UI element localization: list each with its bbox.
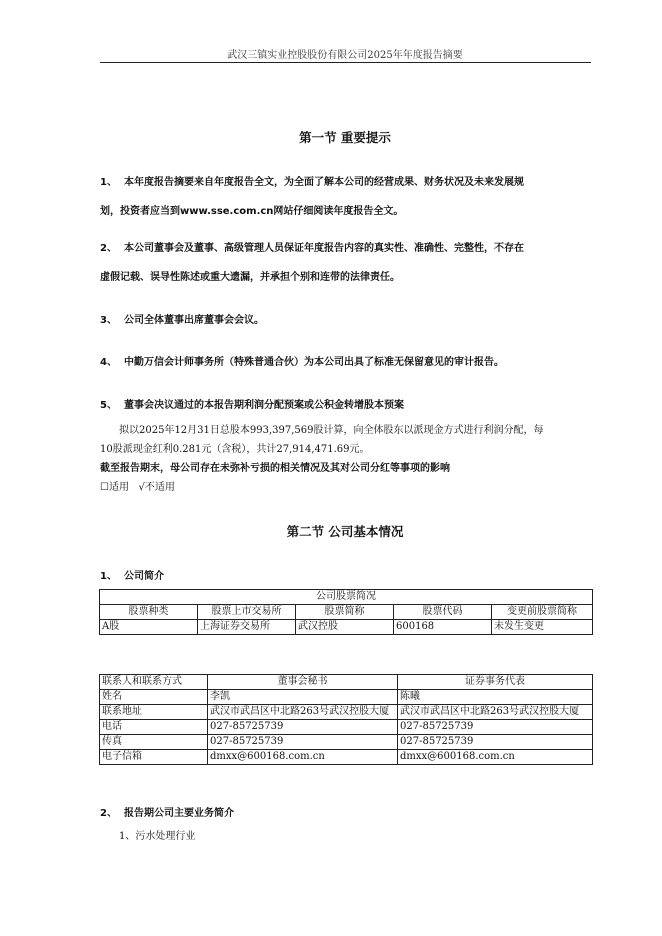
item-number: 3、: [100, 315, 117, 326]
table-cell: 027-85725739: [208, 720, 398, 735]
dividend-plan: [100, 421, 592, 497]
stock-info-table: [99, 589, 593, 635]
notice-item-1: [100, 168, 592, 226]
table-header: 股票简称: [296, 605, 394, 620]
item-text-line1: 本年度报告摘要来自年度报告全文，为全面了解本公司的经营成果、财务状况及未来发展规: [124, 177, 524, 188]
item-text-line2: 划，投资者应当到www.sse.com.cn网站仔细阅读年度报告全文。: [100, 206, 404, 217]
item-number: 4、: [100, 357, 117, 368]
table-row: [100, 705, 593, 720]
heading-label: 公司简介: [124, 571, 164, 582]
table-cell: 电子信箱: [100, 750, 208, 765]
table-header-row: [100, 675, 593, 690]
table-cell: 武汉市武昌区中北路263号武汉控股大厦: [398, 705, 593, 720]
notice-item-5: [100, 391, 592, 420]
table-cell: 027-85725739: [398, 720, 593, 735]
table-cell: dmxx@600168.com.cn: [208, 750, 398, 765]
table-cell: 600168: [394, 620, 492, 635]
item-text-line1: 董事会决议通过的本报告期利润分配预案或公积金转增股本预案: [124, 400, 404, 411]
item-number: 1、: [100, 571, 117, 582]
table-header: 股票种类: [100, 605, 198, 620]
header-divider: [100, 62, 591, 63]
table-caption: 公司股票简况: [100, 590, 593, 605]
table-row: [100, 735, 593, 750]
table-cell: 未发生变更: [492, 620, 593, 635]
table-cell: 武汉市武昌区中北路263号武汉控股大厦: [208, 705, 398, 720]
table-header: 股票代码: [394, 605, 492, 620]
check-mark-icon: √: [138, 482, 145, 493]
table-cell: 李凯: [208, 690, 398, 705]
table-header: 股票上市交易所: [198, 605, 296, 620]
item-text-line1: 公司全体董事出席董事会会议。: [124, 315, 264, 326]
notice-item-2: [100, 234, 592, 292]
table-row: [100, 690, 593, 705]
table-cell: 武汉控股: [296, 620, 394, 635]
contact-info-table: [99, 674, 593, 765]
dividend-line1: 拟以2025年12月31日总股本993,397,569股计算，向全体股东以派现金方式进行利润分配，每: [119, 425, 544, 436]
item-number: 5、: [100, 400, 117, 411]
table-cell: 联系地址: [100, 705, 208, 720]
item-text-line2: 虚假记载、误导性陈述或重大遗漏，并承担个别和连带的法律责任。: [100, 272, 400, 283]
table-cell: 传真: [100, 735, 208, 750]
heading-label: 报告期公司主要业务简介: [124, 808, 234, 819]
table-row: [100, 720, 593, 735]
table-header: 联系人和联系方式: [100, 675, 208, 690]
item-text-line1: 中勤万信会计师事务所（特殊普通合伙）为本公司出具了标准无保留意见的审计报告。: [124, 357, 504, 368]
notice-item-4: [100, 348, 592, 377]
checkbox-unchecked-icon: ☐: [100, 482, 109, 493]
table-header: 变更前股票简称: [492, 605, 593, 620]
table-row: [100, 620, 593, 635]
table-cell: 陈曦: [398, 690, 593, 705]
table-caption-row: [100, 590, 593, 605]
option-not-applicable-label: 不适用: [144, 482, 175, 493]
section2-title: 第二节 公司基本情况: [286, 524, 404, 539]
table-header-row: [100, 605, 593, 620]
table-cell: 电话: [100, 720, 208, 735]
page-header: 武汉三镇实业控股股份有限公司2025年年度报告摘要: [227, 50, 463, 61]
subitem-text: 1、污水处理行业: [119, 831, 196, 842]
table-cell: A股: [100, 620, 198, 635]
dividend-line2: 10股派现金红利0.281元（含税），共计27,914,471.69元。: [100, 444, 370, 455]
section1-title: 第一节 重要提示: [299, 130, 391, 145]
business-subitem: [100, 827, 592, 846]
applicability-options: [100, 478, 592, 497]
notice-item-3: [100, 306, 592, 335]
table-cell: 姓名: [100, 690, 208, 705]
table-cell: 027-85725739: [208, 735, 398, 750]
item-number: 2、: [100, 243, 117, 254]
business-overview-heading: [100, 799, 592, 828]
table-row: [100, 750, 593, 765]
table-header: 证券事务代表: [398, 675, 593, 690]
company-profile-heading: [100, 562, 592, 591]
item-number: 2、: [100, 808, 117, 819]
table-header: 董事会秘书: [208, 675, 398, 690]
table-cell: 027-85725739: [398, 735, 593, 750]
table-cell: 上海证券交易所: [198, 620, 296, 635]
table-cell: dmxx@600168.com.cn: [398, 750, 593, 765]
item-number: 1、: [100, 177, 117, 188]
loss-impact-title: 截至报告期末，母公司存在未弥补亏损的相关情况及其对公司分红等事项的影响: [100, 463, 450, 474]
item-text-line1: 本公司董事会及董事、高级管理人员保证年度报告内容的真实性、准确性、完整性，不存在: [124, 243, 524, 254]
option-applicable-label: 适用: [108, 482, 129, 493]
